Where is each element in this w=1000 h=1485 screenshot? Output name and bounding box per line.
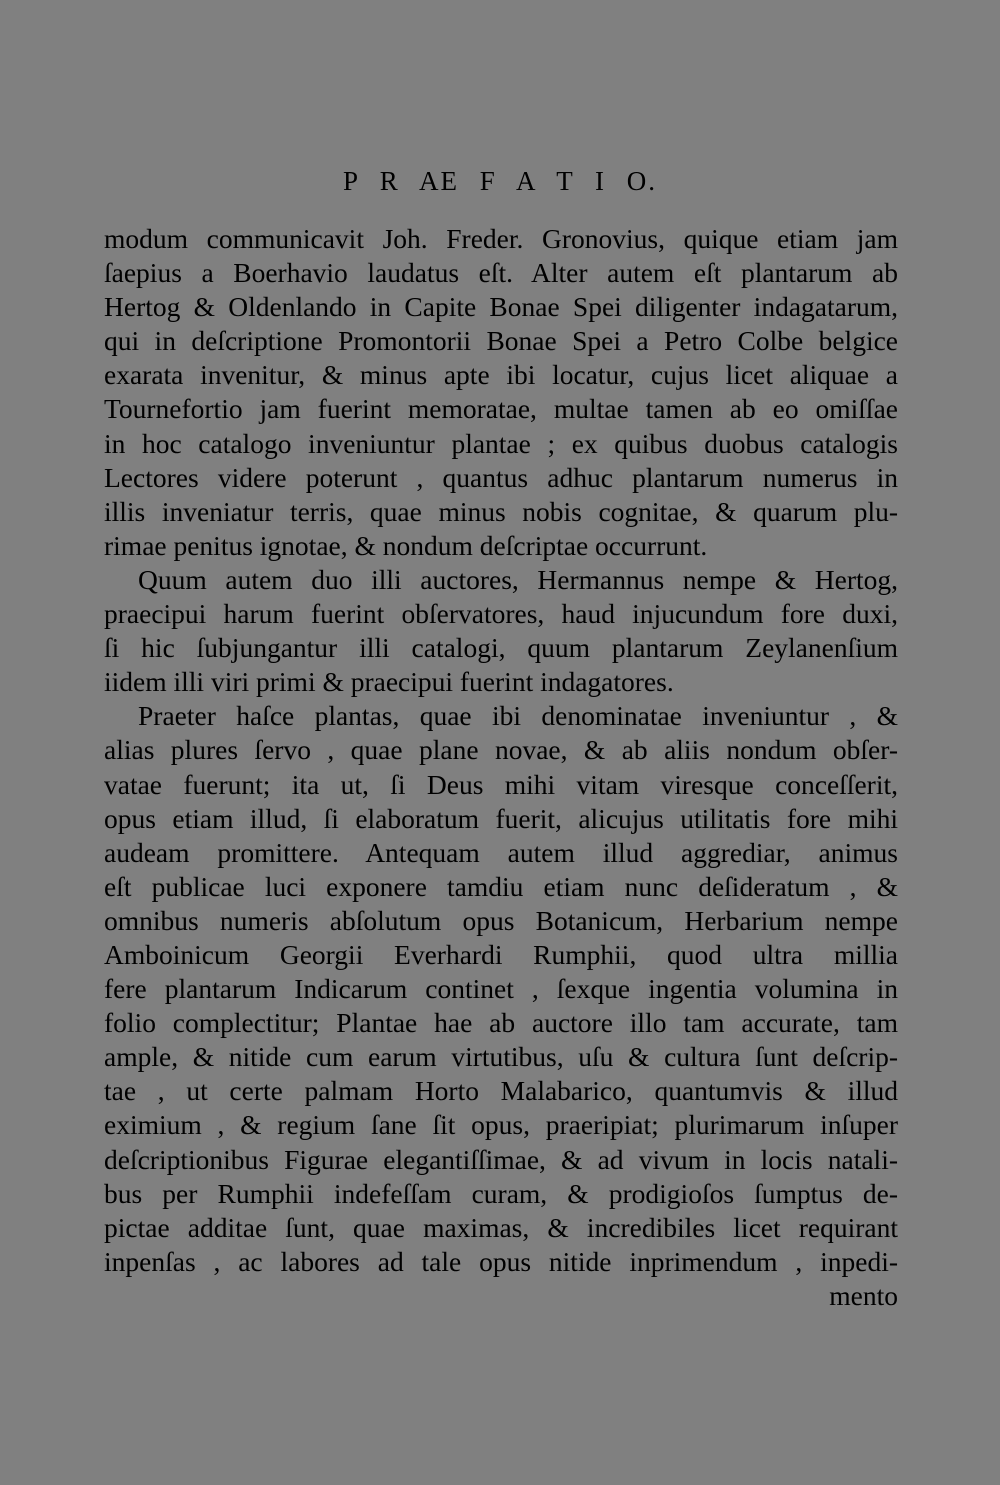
text-line: ſaepius a Boerhavio laudatus eſt. Alter autem eſt plantarum ab: [104, 257, 898, 289]
text-line: Quum autem duo illi auctores, Hermannus nempe & Hertog,: [138, 563, 898, 595]
text-line: Praeter haſce plantas, quae ibi denominatae inveniuntur , &: [138, 700, 898, 732]
text-line: eximium , & regium ſane ſit opus, praeripiat; plurimarum inſuper: [104, 1109, 898, 1141]
text-line: folio complectitur; Plantae hae ab auctore illo tam accurate, tam: [104, 1007, 898, 1039]
text-line: omnibus numeris abſolutum opus Botanicum, Herbarium nempe: [104, 904, 898, 936]
text-line: Lectores videre poterunt , quantus adhuc plantarum numerus in: [104, 461, 898, 493]
text-line: fere plantarum Indicarum continet , ſexque ingentia volumina in: [104, 973, 898, 1005]
text-line: bus per Rumphii indefeſſam curam, & prodigioſos ſumptus de-: [104, 1177, 898, 1209]
text-line: in hoc catalogo inveniuntur plantae ; ex quibus duobus catalogis: [104, 427, 898, 459]
text-line: exarata invenitur, & minus apte ibi locatur, cujus licet aliquae a: [104, 359, 898, 391]
text-line: ſi hic ſubjungantur illi catalogi, quum plantarum Zeylanenſium: [104, 632, 898, 664]
text-line: praecipui harum fuerint obſervatores, haud injucundum fore duxi,: [104, 598, 898, 630]
text-line: rimae penitus ignotae, & nondum deſcriptae occurrunt.: [104, 529, 708, 561]
text-line: modum communicavit Joh. Freder. Gronovius, quique etiam jam: [104, 223, 898, 254]
running-head-title: P R AE F A T I O.: [342, 166, 658, 196]
text-line: Hertog & Oldenlando in Capite Bonae Spei diligenter indagatarum,: [104, 291, 898, 323]
text-line: iidem illi viri primi & praecipui fuerint indagatores.: [104, 666, 674, 698]
text-line: deſcriptionibus Figurae elegantiſſimae, & ad vivum in locis natali-: [104, 1143, 898, 1175]
text-line: audeam promittere. Antequam autem illud aggrediar, animus: [104, 836, 898, 868]
text-line: pictae additae ſunt, quae maximas, & incredibiles licet requirant: [104, 1211, 898, 1243]
text-line: vatae fuerunt; ita ut, ſi Deus mihi vitam viresque conceſſerit,: [104, 768, 898, 800]
text-line: Amboinicum Georgii Everhardi Rumphii, quod ultra millia: [104, 938, 898, 970]
text-line: Tournefortio jam fuerint memoratae, multae tamen ab eo omiſſae: [104, 393, 898, 425]
running-head: [0, 166, 1000, 197]
text-line: opus etiam illud, ſi elaboratum fuerit, alicujus utilitatis fore mihi: [104, 802, 898, 834]
text-line: illis inveniatur terris, quae minus nobis cognitae, & quarum plu-: [104, 495, 898, 527]
text-line: alias plures ſervo , quae plane novae, & ab aliis nondum obſer-: [104, 734, 898, 766]
catchword: mento: [829, 1279, 898, 1311]
body-text: [104, 222, 898, 1313]
text-line: qui in deſcriptione Promontorii Bonae Spei a Petro Colbe belgice: [104, 325, 898, 357]
text-line: eſt publicae luci exponere tamdiu etiam nunc deſideratum , &: [104, 870, 898, 902]
text-line: tae , ut certe palmam Horto Malabarico, quantumvis & illud: [104, 1075, 898, 1107]
text-line: ample, & nitide cum earum virtutibus, uſu & cultura ſunt deſcrip-: [104, 1041, 898, 1073]
text-line: inpenſas , ac labores ad tale opus nitide inprimendum , inpedi-: [104, 1245, 898, 1277]
